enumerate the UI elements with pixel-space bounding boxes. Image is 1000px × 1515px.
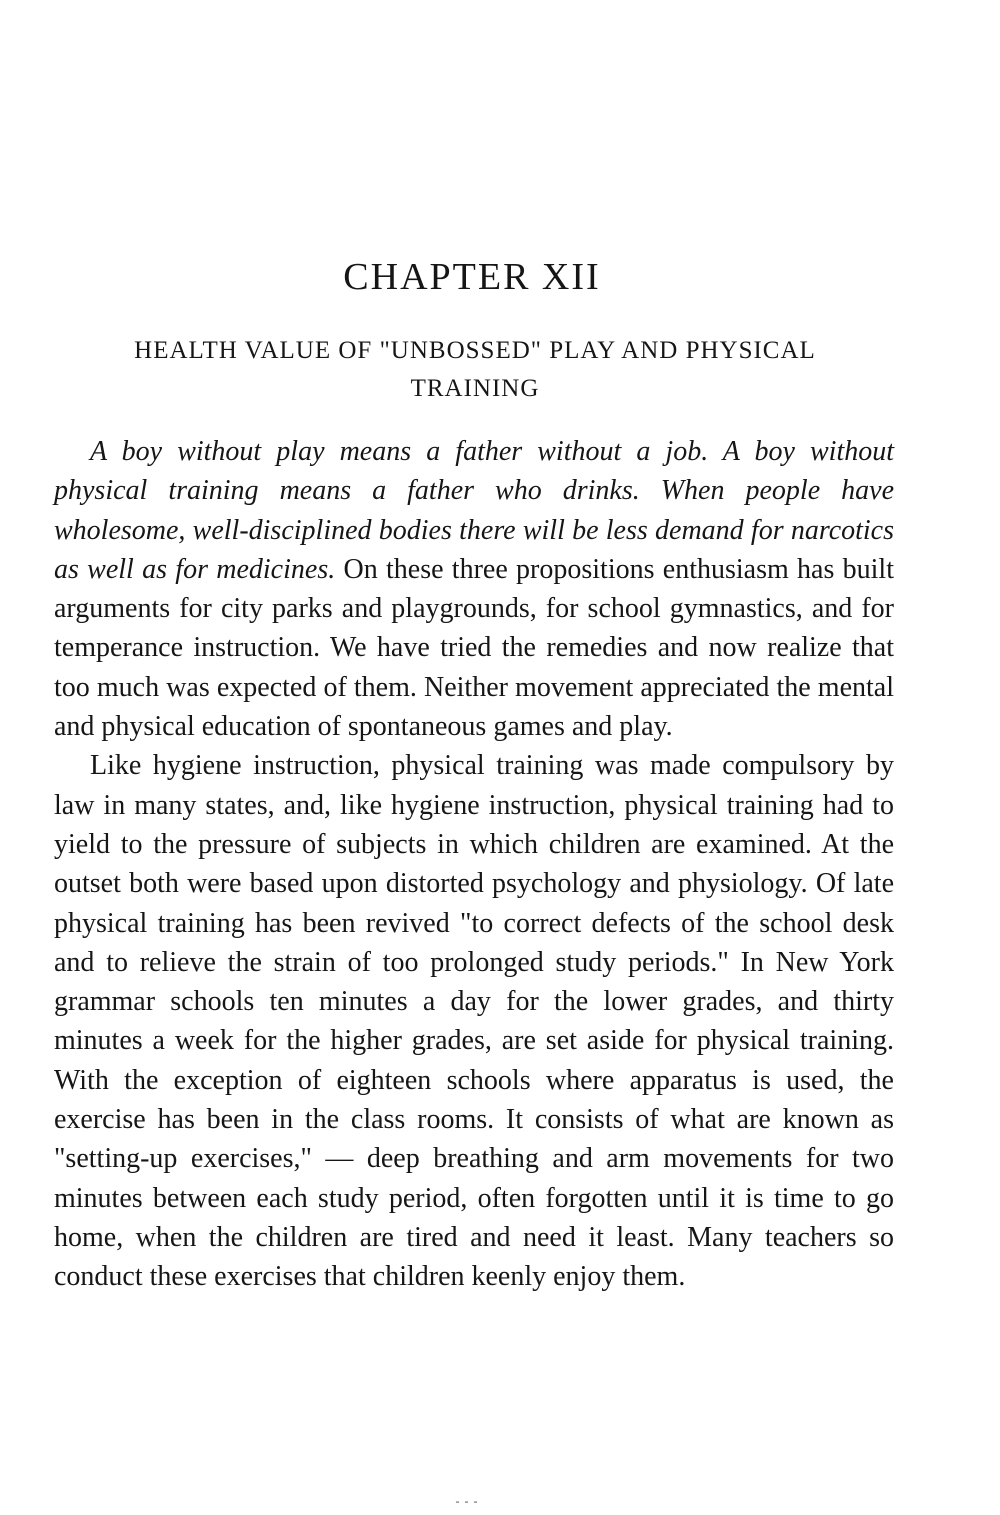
paragraph-2: Like hygiene instruction, physical training was made compulsory by law in many states, and, like hygiene instruction, physical training had to yield to the pressure of subjects in which children are examined. At the outset both were based upon distorted psychology and physiology. Of late physical training has been revived "to correct defects of the school desk and to relieve the strain of too prolonged study periods." In New York grammar schools ten minutes a day for the lower grades, and thirty minutes a week for the higher grades, are set aside for physical training. With the exception of eighteen schools where apparatus is used, the exercise has been in the class rooms. It consists of what are known as "setting-up exercises," — deep breathing and arm movements for two minutes between each study period, often forgotten until it is time to go home, when the children are tired and need it least. Many teachers so conduct these exercises that children keenly enjoy them. <box>54 750 894 1293</box>
chapter-subtitle: HEALTH VALUE OF "UNBOSSED" PLAY AND PHYSICAL TRAINING <box>134 337 816 402</box>
paragraph-1-text: On these three propositions enthusiasm has built arguments for city parks and playgrounds, for school gymnastics, and for temperance instruction. We have tried the remedies and now realize that too much was expected of them. Neither movement appreciated the mental and physical education of spontaneous games and play. <box>54 553 894 743</box>
chapter-title: CHAPTER XII <box>343 256 601 298</box>
chapter-body <box>54 432 894 1297</box>
page-footer-mark: - - - <box>455 1494 479 1508</box>
epigraph: A boy without play means a father without a job. A boy without physical training means a father who drinks. When people have wholesome, well-disciplined bodies there will be less demand for narcotics as well as for medicines. <box>54 436 894 585</box>
paragraph-1 <box>54 432 894 746</box>
